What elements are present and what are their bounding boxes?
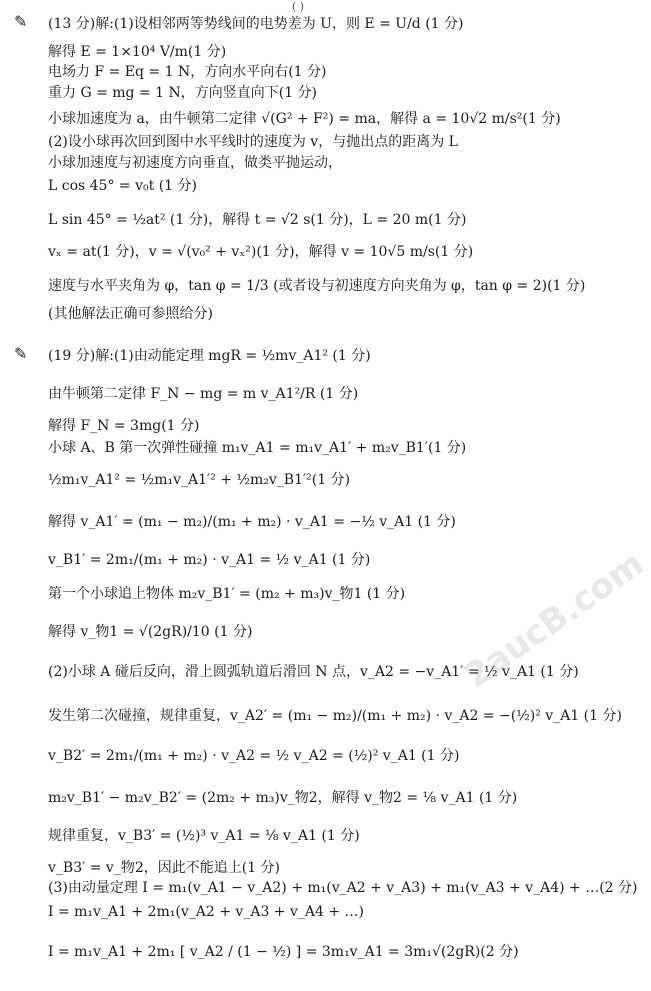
s2-line-9: 解得 v_物1 = √(2gR)/10 (1 分) xyxy=(48,624,253,640)
s2-line-10: (2)小球 A 碰后反向，滑上圆弧轨道后滑回 N 点，v_A2 = −v_A1′ = ½ v_A1 (1 分) xyxy=(48,664,579,680)
s2-line-4: 小球 A、B 第一次弹性碰撞 m₁v_A1 = m₁v_A1′ + m₂v_B1′(1 分) xyxy=(48,440,467,456)
top-mark: ( ) xyxy=(292,0,305,13)
s1-line-7: 小球加速度与初速度方向垂直，做类平抛运动， xyxy=(48,155,342,171)
s1-line-6: (2)设小球再次回到图中水平线时的速度为 v，与抛出点的距离为 L xyxy=(48,134,458,150)
s1-line-5: 小球加速度为 a，由牛顿第二定律 √(G² + F²) = ma，解得 a = 10√2 m/s²(1 分) xyxy=(48,111,561,127)
s2-line-12: v_B2′ = 2m₁/(m₁ + m₂) · v_A2 = ½ v_A2 = (½)² v_A1 (1 分) xyxy=(48,748,460,764)
s2-line-11: 发生第二次碰撞，规律重复，v_A2′ = (m₁ − m₂)/(m₁ + m₂) · v_A2 = −(½)² v_A1 (1 分) xyxy=(48,708,622,724)
pencil-box-icon: ✎ xyxy=(14,12,28,31)
pencil-box-icon: ✎ xyxy=(14,344,28,363)
s2-line-3: 解得 F_N = 3mg(1 分) xyxy=(48,418,200,434)
s2-line-7: v_B1′ = 2m₁/(m₁ + m₂) · v_A1 = ½ v_A1 (1 分) xyxy=(48,552,371,568)
watermark: 2aucB.com xyxy=(457,543,651,697)
s1-line-12: (其他解法正确可参照给分) xyxy=(48,306,213,322)
s2-line-18: I = m₁v_A1 + 2m₁ [ v_A2 / (1 − ½) ] = 3m₁v_A1 = 3m₁√(2gR)(2 分) xyxy=(48,944,519,960)
s2-line-6: 解得 v_A1′ = (m₁ − m₂)/(m₁ + m₂) · v_A1 = −½ v_A1 (1 分) xyxy=(48,514,456,530)
s1-line-2: 解得 E = 1×10⁴ V/m(1 分) xyxy=(48,44,227,60)
s2-line-5: ½m₁v_A1² = ½m₁v_A1′² + ½m₂v_B1′²(1 分) xyxy=(48,472,351,488)
s1-line-8: L cos 45° = v₀t (1 分) xyxy=(48,178,197,194)
s1-line-3: 电场力 F = Eq = 1 N，方向水平向右(1 分) xyxy=(48,64,327,80)
s1-line-9: L sin 45° = ½at² (1 分)，解得 t = √2 s(1 分)，L = 20 m(1 分) xyxy=(48,212,467,228)
s2-line-17: I = m₁v_A1 + 2m₁(v_A2 + v_A3 + v_A4 + …) xyxy=(48,904,364,920)
s2-line-15: v_B3′ = v_物2，因此不能追上(1 分) xyxy=(48,860,281,876)
s1-line-1: (13 分)解:(1)设相邻两等势线间的电势差为 U，则 E = U/d (1 分) xyxy=(48,16,464,32)
s1-line-10: vₓ = at(1 分)，v = √(v₀² + vₓ²)(1 分)，解得 v = 10√5 m/s(1 分) xyxy=(48,244,474,260)
s2-line-13: m₂v_B1′ − m₂v_B2′ = (2m₂ + m₃)v_物2，解得 v_物2 = ⅛ v_A1 (1 分) xyxy=(48,790,518,806)
s2-line-14: 规律重复，v_B3′ = (½)³ v_A1 = ⅛ v_A1 (1 分) xyxy=(48,828,360,844)
s1-line-4: 重力 G = mg = 1 N，方向竖直向下(1 分) xyxy=(48,85,318,101)
s2-line-2: 由牛顿第二定律 F_N − mg = m v_A1²/R (1 分) xyxy=(48,386,359,402)
s2-line-8: 第一个小球追上物体 m₂v_B1′ = (m₂ + m₃)v_物1 (1 分) xyxy=(48,586,406,602)
s2-line-1: (19 分)解:(1)由动能定理 mgR = ½mv_A1² (1 分) xyxy=(48,348,371,364)
s1-line-11: 速度与水平夹角为 φ，tan φ = 1/3 (或者设与初速度方向夹角为 φ，tan φ = 2)(1 分) xyxy=(48,278,586,294)
s2-line-16: (3)由动量定理 I = m₁(v_A1 − v_A2) + m₁(v_A2 + v_A3) + m₁(v_A3 + v_A4) + …(2 分) xyxy=(48,880,638,896)
